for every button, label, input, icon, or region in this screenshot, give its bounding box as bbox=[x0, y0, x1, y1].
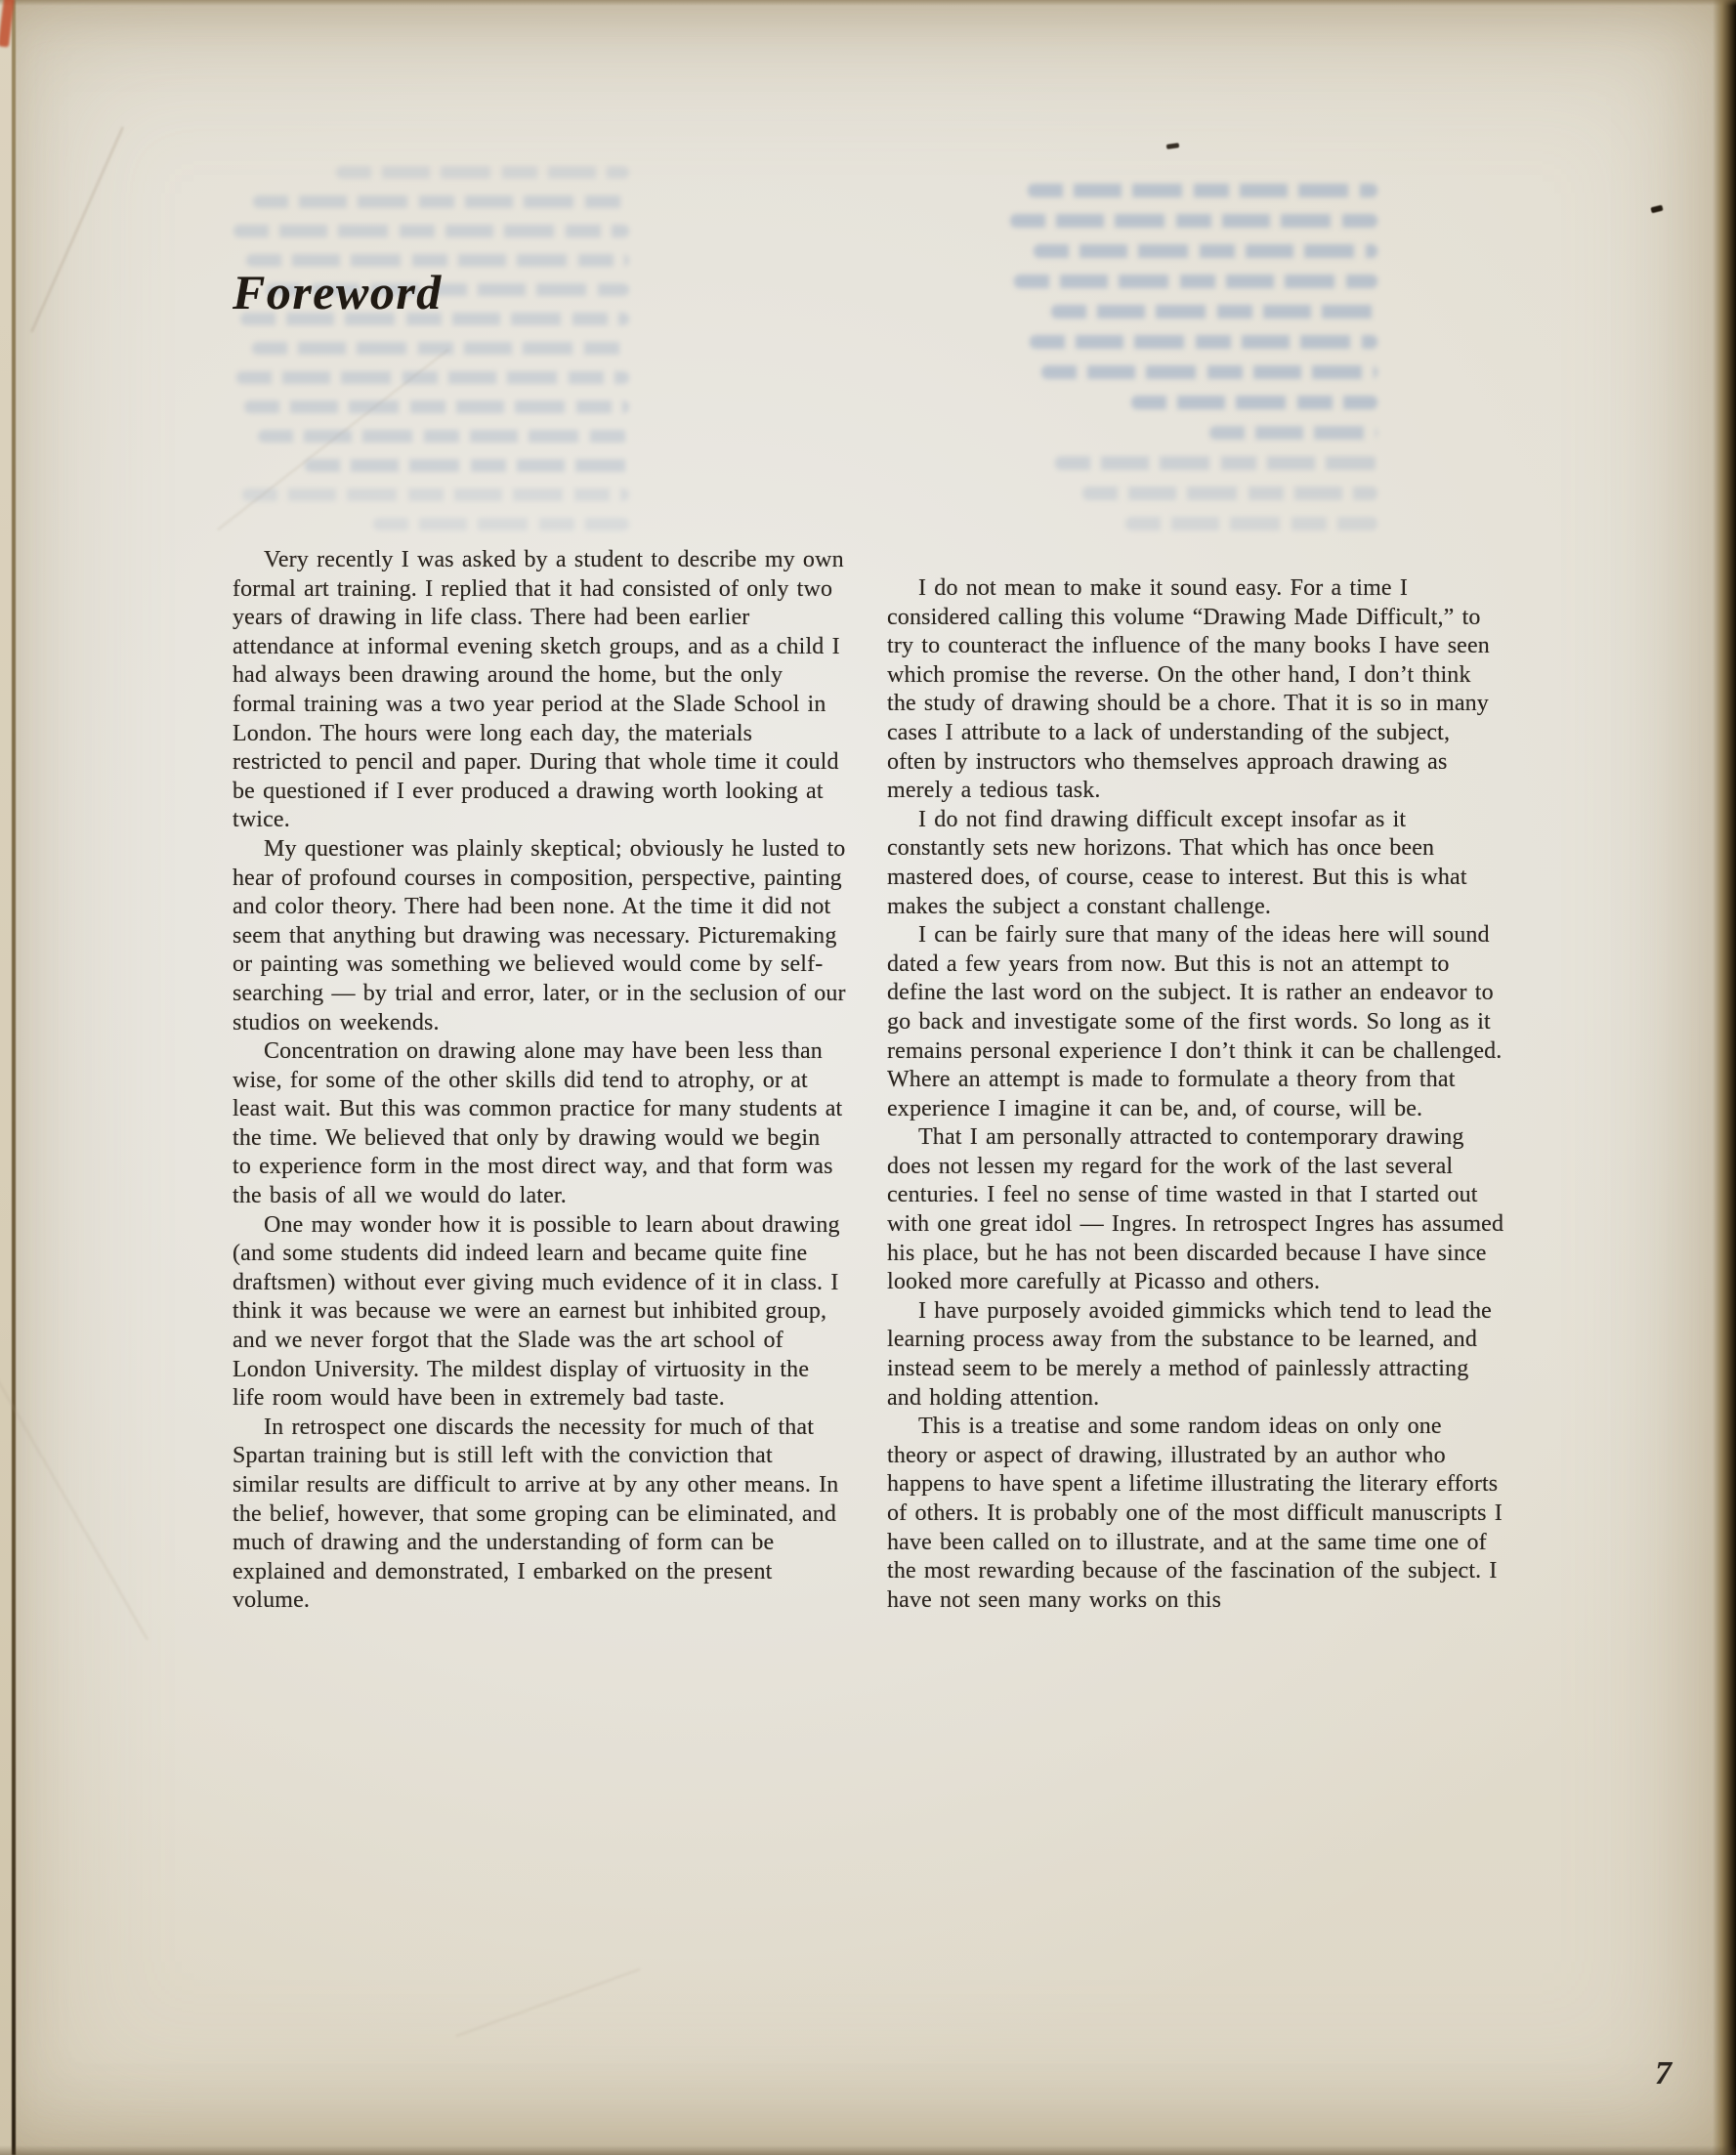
bleedthrough-line bbox=[236, 371, 629, 384]
bleedthrough-line bbox=[305, 459, 629, 472]
text-column-left bbox=[233, 546, 846, 1616]
ink-speck bbox=[1166, 143, 1180, 149]
bleedthrough-line bbox=[1034, 244, 1377, 258]
bleedthrough-line bbox=[233, 225, 629, 237]
bleedthrough-text-left bbox=[207, 166, 629, 547]
paragraph: In retrospect one discards the necessity for much of that Spartan training but is still left with the conviction that similar results are difficult to arrive at by any other means. In the belief, however, that some groping can be eliminated, and much of drawing and the understanding of form can be explained and demonstrated, I embarked on the present volume. bbox=[233, 1414, 839, 1614]
paragraph: I can be fairly sure that many of the ideas here will sound dated a few years from now. But this is not an attempt to define the last word on the subject. It is rather an endeavor to go back and investigate some of the first words. So long as it remains personal experience I don’t think it can be challenged. Where an attempt is made to formulate a theory from that experience I imagine it can be, and, of course, will be. bbox=[887, 922, 1503, 1121]
bleedthrough-line bbox=[244, 401, 629, 413]
bleedthrough-line bbox=[336, 166, 629, 179]
paper-crease bbox=[0, 1369, 148, 1640]
bleedthrough-line bbox=[1041, 365, 1377, 379]
chapter-title: Foreword bbox=[233, 264, 443, 319]
paragraph: This is a treatise and some random ideas on only one theory or aspect of drawing, illustrated by an author who happens to have spent a lifetime illustrating the literary efforts of others. It is probably one of the most difficult manuscripts I have been called on to illustrate, and at the same time one of the most rewarding because of the fascination of the subject. I have not seen many works on this bbox=[887, 1414, 1503, 1613]
bleedthrough-line bbox=[1055, 456, 1377, 470]
paragraph: I have purposely avoided gimmicks which tend to lead the learning process away from the substance to be learned, and instead seem to be merely a method of painlessly attracting and holding attention. bbox=[887, 1297, 1492, 1411]
bleedthrough-line bbox=[253, 195, 629, 208]
paragraph: That I am personally attracted to contemporary drawing does not lessen my regard for the work of the last several centuries. I feel no sense of time wasted in that I started out with one great idol — Ingres. In retrospect Ingres has assumed his place, but he has not been discarded because I have since looked more carefully at Picasso and others. bbox=[887, 1124, 1504, 1295]
bleedthrough-line bbox=[1209, 426, 1377, 440]
paragraph: I do not mean to make it sound easy. For a time I considered calling this volume “Drawing Made Difficult,” to try to counteract the influence of the many books I have seen which promise the reverse. On the other hand, I don’t think the study of drawing should be a chore. That it is so in many cases I attribute to a lack of understanding of the subject, often by instructors who themselves approach drawing as merely a tedious task. bbox=[887, 575, 1490, 804]
paragraph: Very recently I was asked by a student to describe my own formal art training. I replied that it had consisted of only two years of drawing in life class. There had been earlier attendance at informal evening sketch groups, and as a child I had always been drawing around the home, but the only formal training was a two year period at the Slade School in London. The hours were long each day, the materials restricted to pencil and paper. During that whole time it could be questioned if I ever produced a drawing worth looking at twice. bbox=[233, 547, 844, 833]
bleedthrough-line bbox=[1010, 214, 1377, 228]
page-number: 7 bbox=[1655, 2055, 1672, 2092]
bleedthrough-text-right bbox=[916, 184, 1377, 547]
bleedthrough-line bbox=[1082, 486, 1377, 500]
bleedthrough-line bbox=[242, 488, 629, 501]
bleedthrough-line bbox=[373, 518, 629, 530]
bleedthrough-line bbox=[252, 342, 629, 355]
book-edge-shadow bbox=[1713, 0, 1736, 2155]
bleedthrough-line bbox=[1125, 517, 1377, 530]
paragraph: My questioner was plainly skeptical; obviously he lusted to hear of profound courses in composition, perspective, painting and color theory. There had been none. At the time it did not seem that anything but drawing was necessary. Picturemaking or painting was something we believed would come by self-searching — by trial and error, later, or in the seclusion of our studios on weekends. bbox=[233, 835, 846, 1035]
binding-gutter-line bbox=[12, 0, 16, 2155]
bleedthrough-line bbox=[1051, 305, 1377, 318]
paragraph: One may wonder how it is possible to learn about drawing (and some students did indeed learn and became quite fine draftsmen) without ever giving much evidence of it in class. I think it was because we were an earnest but inhibited group, and we never forgot that the Slade was the art school of London University. The mildest display of virtuosity in the life room would have been in extremely bad taste. bbox=[233, 1211, 840, 1412]
paragraph: Concentration on drawing alone may have been less than wise, for some of the other skills did tend to atrophy, or at least wait. But this was common practice for many students at the time. We believed that only by drawing would we begin to experience form in the most direct way, and that form was the basis of all we would do later. bbox=[233, 1038, 843, 1209]
paper-crease bbox=[456, 1968, 641, 2037]
page-top-edge bbox=[0, 0, 1736, 6]
ink-speck bbox=[1650, 205, 1663, 214]
text-column-right bbox=[887, 574, 1504, 1615]
bleedthrough-line bbox=[1028, 184, 1377, 197]
bleedthrough-line bbox=[1030, 335, 1377, 349]
paper-crease bbox=[30, 127, 123, 333]
bleedthrough-line bbox=[258, 430, 629, 443]
bleedthrough-line bbox=[1014, 275, 1377, 288]
paragraph: I do not find drawing difficult except insofar as it constantly sets new horizons. That which has once been mastered does, of course, cease to interest. But this is what makes the subject a constant challenge. bbox=[887, 806, 1467, 919]
page-bottom-edge bbox=[0, 2145, 1736, 2155]
bleedthrough-line bbox=[1131, 396, 1377, 409]
